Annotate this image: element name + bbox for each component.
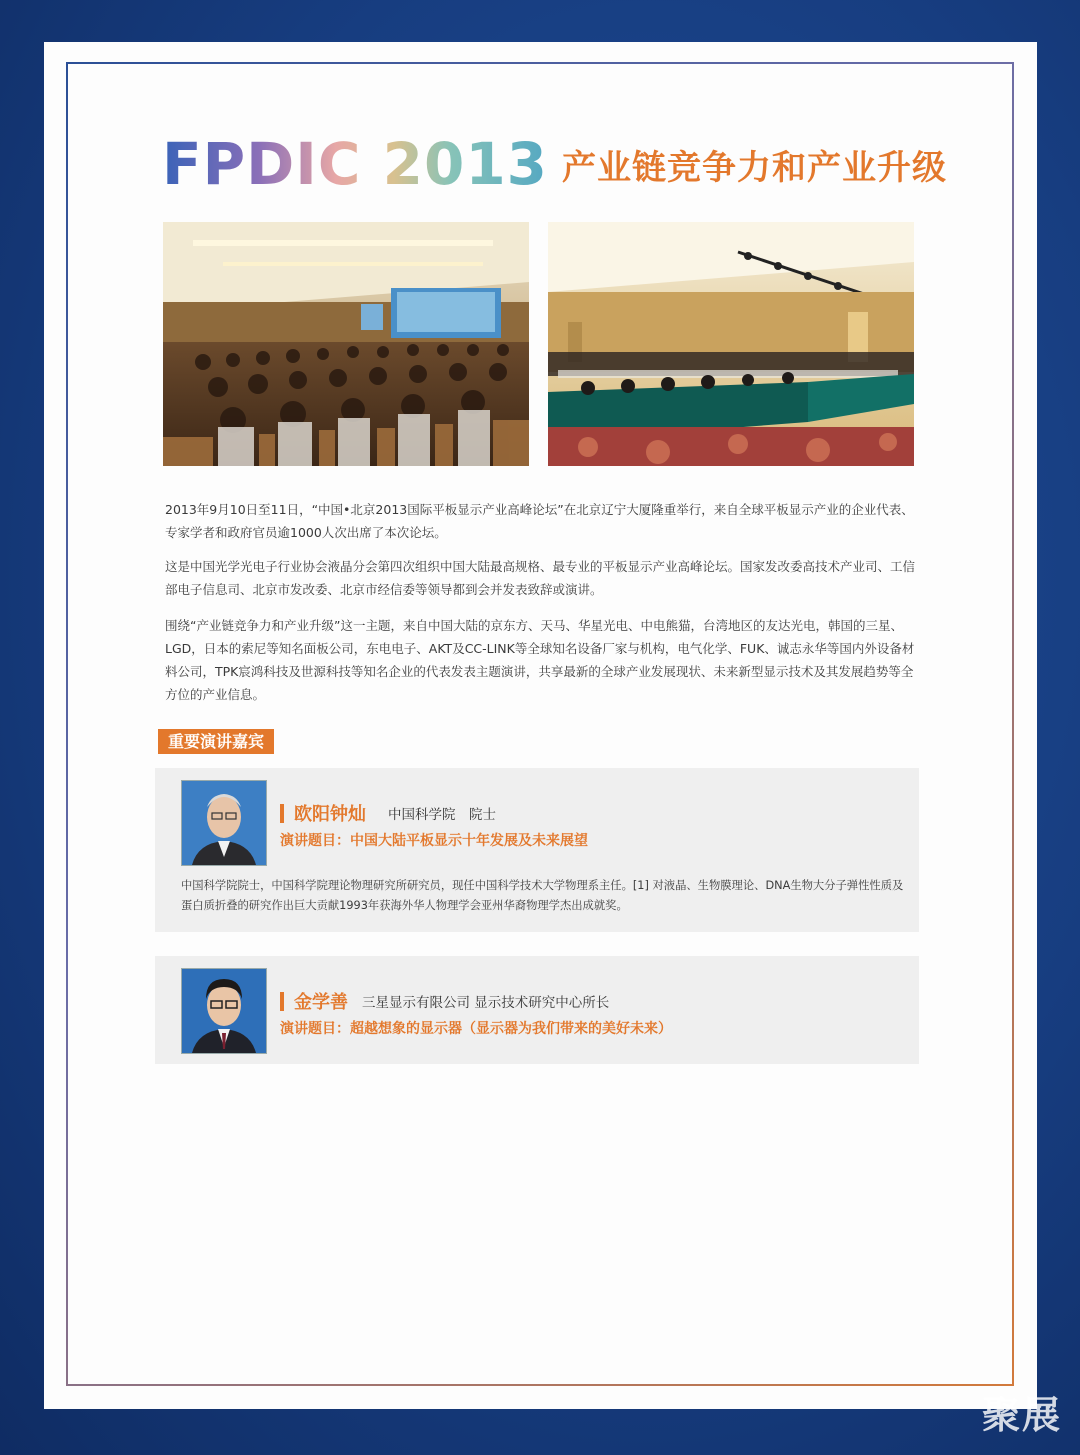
intro-paragraph-2: 这是中国光学光电子行业协会液晶分会第四次组织中国大陆最高规格、最专业的平板显示产业高峰论坛。国家发改委高技术产业司、工信部电子信息司、北京市发改委、北京市经信委等领导都到会并发表致辞或演讲。 <box>165 558 916 597</box>
speaker-photo <box>181 968 267 1054</box>
poster-title <box>162 128 947 200</box>
speaker-card <box>155 956 919 1064</box>
title-english: FPDIC 2013 <box>162 130 549 198</box>
title-chinese: 产业链竞争力和产业升级 <box>562 147 948 188</box>
conference-audience-photo <box>163 222 529 466</box>
conference-hall-photo <box>548 222 914 466</box>
speaker-affiliation: 三星显示有限公司 显示技术研究中心所长 <box>362 995 610 1011</box>
accent-bar <box>280 804 284 823</box>
intro-paragraph-1: 2013年9月10日至11日，“中国•北京2013国际平板显示产业高峰论坛”在北京辽宁大厦隆重举行，来自全球平板显示产业的企业代表、专家学者和政府官员逾1000人次出席了本次论坛。 <box>165 501 914 540</box>
speaker-topic: 演讲题目：超越想象的显示器（显示器为我们带来的美好未来） <box>280 1021 672 1037</box>
speaker-name: 欧阳钟灿 <box>294 804 366 825</box>
speaker-affiliation: 中国科学院 院士 <box>388 807 496 823</box>
speaker-photo <box>181 780 267 866</box>
watermark: 聚展 <box>981 1393 1062 1437</box>
speaker-topic: 演讲题目：中国大陆平板显示十年发展及未来展望 <box>280 833 588 849</box>
section-title-speakers: 重要演讲嘉宾 <box>158 729 274 754</box>
speaker-card <box>155 768 919 932</box>
speaker-bio: 中国科学院院士，中国科学院理论物理研究所研究员，现任中国科学技术大学物理系主任。[1] 对液晶、生物膜理论、DNA生物大分子弹性性质及蛋白质折叠的研究作出巨大贡献1993年获海外华人物理学会亚州华裔物理学杰出成就奖。 <box>181 879 904 912</box>
speaker-name: 金学善 <box>294 992 348 1013</box>
speaker-name-row <box>280 988 609 1014</box>
accent-bar <box>280 992 284 1011</box>
intro-paragraph-3: 围绕“产业链竞争力和产业升级”这一主题，来自中国大陆的京东方、天马、华星光电、中电熊猫，台湾地区的友达光电，韩国的三星、LGD，日本的索尼等知名面板公司，东电电子、AKT及CC-LINK等全球知名设备厂家与机构，电气化学、FUK、诚志永华等国内外设备材料公司，TPK宸鸿科技及世源科技等知名企业的代表发表主题演讲，共享最新的全球产业发展现状、未来新型显示技术及其发展趋势等全方位的产业信息。 <box>165 617 915 702</box>
speaker-name-row <box>280 800 496 826</box>
